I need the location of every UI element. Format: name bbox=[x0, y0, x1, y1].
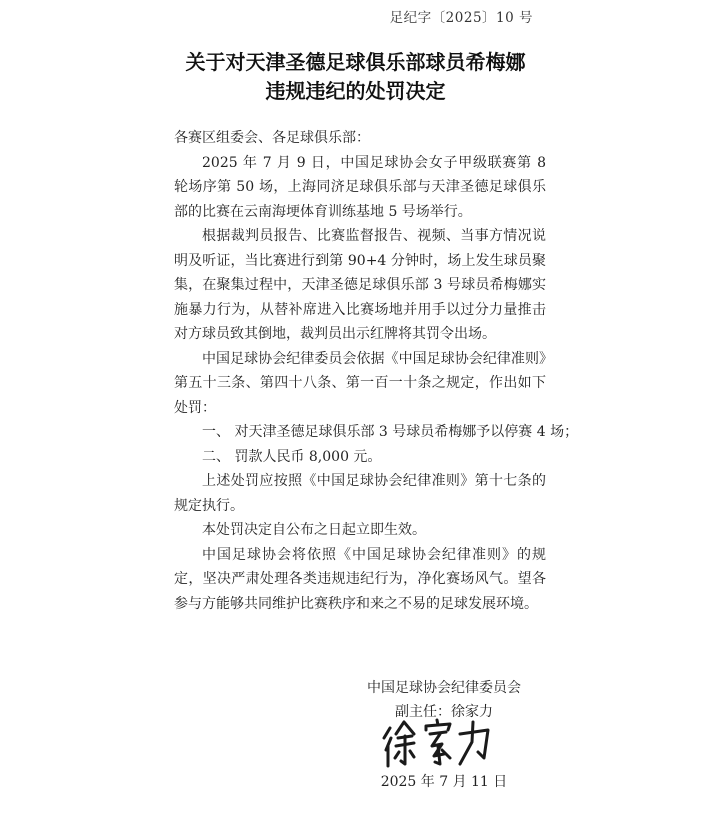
penalty-item-fine: 二、 罚款人民币 8,000 元。 bbox=[202, 448, 382, 465]
paragraph-execution: 上述处罚应按照《中国足球协会纪律准则》第十七条的规定执行。 bbox=[174, 473, 546, 514]
paragraph-match-info: 2025 年 7 月 9 日，中国足球协会女子甲级联赛第 8 轮场序第 50 场，上海同济足球俱乐部与天津圣德足球俱乐部的比赛在云南海埂体育训练基地 5 号场举行。 bbox=[174, 154, 546, 220]
salutation: 各赛区组委会、各足球俱乐部： bbox=[174, 130, 370, 146]
penalty-item-suspension: 一、 对天津圣德足球俱乐部 3 号球员希梅娜予以停赛 4 场； bbox=[202, 424, 579, 440]
paragraph-effective: 本处罚决定自公布之日起立即生效。 bbox=[202, 522, 426, 538]
paragraph-incident: 根据裁判员报告、比赛监督报告、视频、当事方情况说明及听证，当比赛进行到第 90+4 分钟时，场上发生球员聚集，在聚集过程中，天津圣德足球俱乐部 3 号球员希梅娜实施暴力行为，从替补席进入比赛场地并用手以过分力量推击对方球员致其倒地，裁判员出示红牌将其罚令出场。 bbox=[174, 228, 546, 342]
title-line-2: 违规违纪的处罚决定 bbox=[265, 79, 446, 103]
signatory-line: 副主任：徐家力 bbox=[395, 704, 493, 720]
handwritten-signature bbox=[380, 716, 500, 770]
title-line-1: 关于对天津圣德足球俱乐部球员希梅娜 bbox=[185, 50, 526, 74]
document-number: 足纪字〔2025〕10 号 bbox=[389, 10, 533, 26]
paragraph-basis: 中国足球协会纪律委员会依据《中国足球协会纪律准则》第五十三条、第四十八条、第一百一十条之规定，作出如下处罚： bbox=[174, 350, 546, 416]
document-title bbox=[0, 48, 711, 106]
issuer-name: 中国足球协会纪律委员会 bbox=[367, 680, 521, 696]
paragraph-closing-statement: 中国足球协会将依照《中国足球协会纪律准则》的规定，坚决严肃处理各类违规违纪行为，净化赛场风气。望各参与方能够共同维护比赛秩序和来之不易的足球发展环境。 bbox=[174, 546, 546, 612]
issue-date: 2025 年 7 月 11 日 bbox=[380, 774, 508, 790]
document-body bbox=[174, 126, 579, 616]
